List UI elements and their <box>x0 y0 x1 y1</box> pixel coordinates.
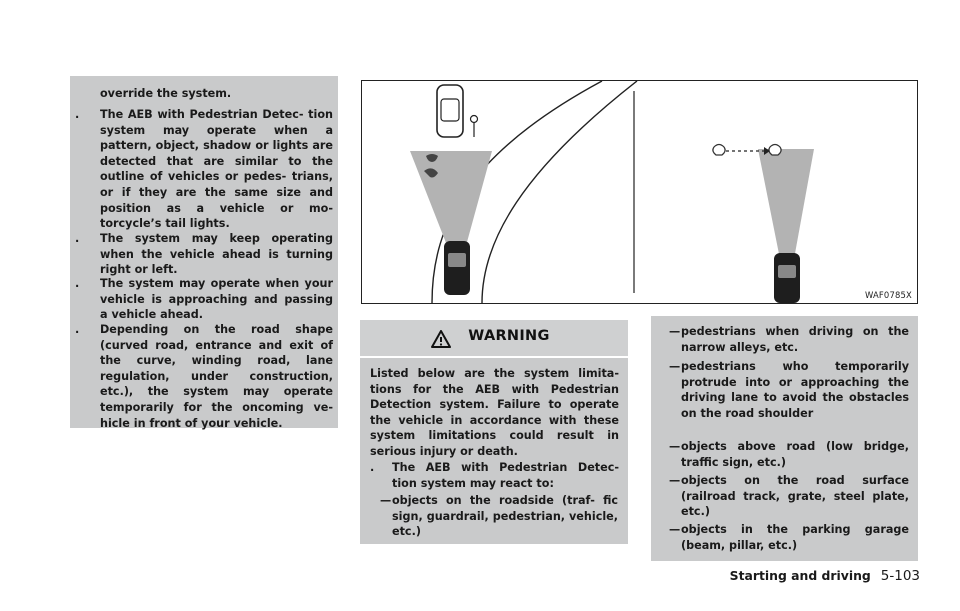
bullet-text: Depending on the road shape (curved road, entrance and exit of the curve, winding road, lane regulation, under construction, etc.), the system may operate temporarily for the oncoming ve- hicle in front of your vehicle. <box>100 323 333 430</box>
bullet-text: The system may keep operating when the vehicle ahead is turning right or left. <box>100 232 333 277</box>
dash-marker: — <box>669 523 681 536</box>
bullet-text: The AEB with Pedestrian Detec- tion system may operate when a pattern, object, shadow or lights are detected that are similar to the outline of vehicles or pedes- trians, or if they are the same size and position as a vehicle or mo- torcycle’s tail lights. <box>100 108 333 231</box>
dash-marker: — <box>669 474 681 487</box>
dash-marker: — <box>669 440 681 453</box>
continuation-text: override the system. <box>100 87 232 100</box>
bullet-text: The AEB with Pedestrian Detec- tion system may react to: <box>392 461 619 490</box>
dash-marker: — <box>380 494 392 507</box>
warning-body <box>360 358 628 544</box>
bullet-marker: . <box>370 461 375 474</box>
page-footer <box>730 568 920 584</box>
warning-header <box>360 320 628 356</box>
own-vehicle-icon <box>444 241 470 295</box>
dash-text: objects on the roadside (traf- fic sign, guardrail, pedestrian, vehicle, etc.) <box>392 494 618 539</box>
bullet-marker: . <box>75 232 80 245</box>
left-text-panel <box>70 76 338 428</box>
road-sign-icon <box>471 116 478 138</box>
dash-text: pedestrians who temporarily protrude into or approaching the driving lane to avoid the obstacles on the road shoulder <box>681 360 909 420</box>
dash-text: pedestrians when driving on the narrow alleys, etc. <box>681 325 909 354</box>
section-title: Starting and driving <box>729 568 871 583</box>
parked-car-icon <box>437 85 463 137</box>
figure-code: WAF0785X <box>864 290 912 300</box>
bullet-marker: . <box>75 108 80 121</box>
dash-text: objects above road (low bridge, traffic sign, etc.) <box>681 440 909 469</box>
detection-zone <box>410 151 492 253</box>
dash-marker: — <box>669 325 681 338</box>
own-vehicle-icon <box>774 253 800 303</box>
warning-title: WARNING <box>468 328 550 344</box>
warning-intro: Listed below are the system limita- tions for the AEB with Pedestrian Detection system. Failure to operate the vehicle in accordance with these system limitations could result in serious injury or death. <box>370 367 619 458</box>
aeb-scenes-drawing <box>362 81 917 303</box>
dash-marker: — <box>669 360 681 373</box>
aeb-illustration <box>361 80 918 304</box>
dash-text: objects on the road surface (railroad track, grate, steel plate, etc.) <box>681 474 909 519</box>
dash-text: objects in the parking garage (beam, pillar, etc.) <box>681 523 909 552</box>
road-edge-outer <box>482 81 637 303</box>
detection-zone <box>758 149 814 259</box>
bullet-marker: . <box>75 277 80 290</box>
right-text-panel <box>651 316 918 561</box>
bullet-marker: . <box>75 323 80 336</box>
page-number: 5-103 <box>880 568 920 584</box>
bullet-text: The system may operate when your vehicle is approaching and passing a vehicle ahead. <box>100 277 333 322</box>
pedestrian-icon <box>713 145 781 156</box>
